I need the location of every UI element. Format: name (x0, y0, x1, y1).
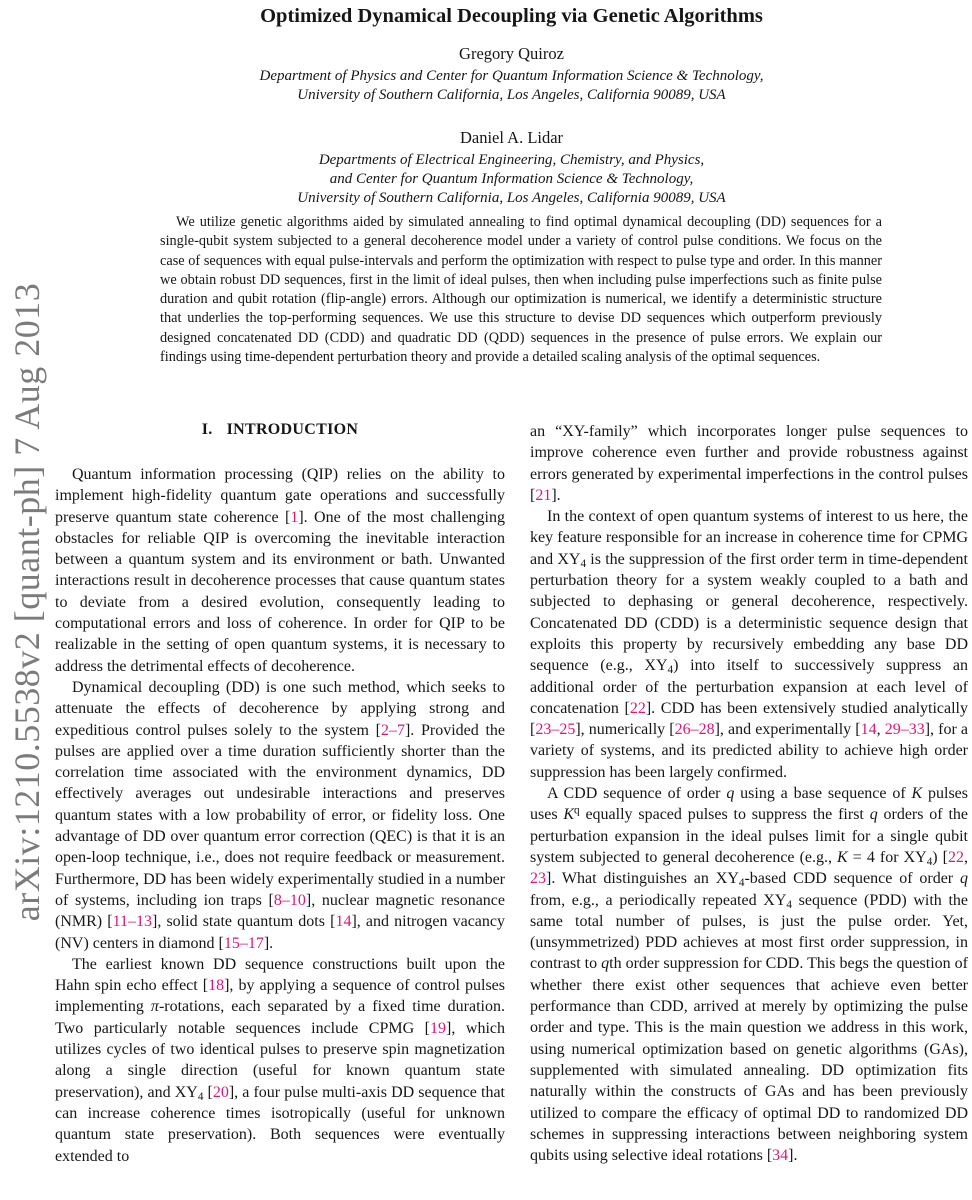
paper-header (55, 0, 968, 208)
paragraph: Quantum information processing (QIP) relies on the ability to implement high-fidelity quantum gate operations and successfully preserve quantum state coherence [1]. One of the most challenging obstacles for reliable QIP is overcoming the inevitable interaction between a quantum system and its environment or bath. Unwanted interactions result in decoherence processes that cause quantum states to deviate from a desired evolution, consequently leading to computational errors and loss of coherence. In order for QIP to be realizable in the setting of open quantum systems, it is necessary to address the detrimental effects of decoherence. (55, 466, 505, 675)
author-affiliation-line: Departments of Electrical Engineering, Chemistry, and Physics, (318, 152, 705, 168)
citation-ref[interactable]: 14 (860, 721, 877, 739)
author-list (55, 44, 968, 208)
author-affiliation-line: University of Southern California, Los Angeles, California 90089, USA (297, 87, 726, 103)
citation-ref[interactable]: 29–33 (884, 721, 925, 739)
citation-ref[interactable]: 22 (629, 699, 646, 717)
author-name: Gregory Quiroz (459, 44, 564, 63)
paper-title: Optimized Dynamical Decoupling via Genetic Algorithms (260, 5, 763, 27)
math-variable: q (869, 806, 878, 824)
math-variable: K (563, 806, 575, 824)
paragraph: In the context of open quantum systems of interest to us here, the key feature responsible for an increase in coherence time for CPMG and $XY_4$ is the suppression of the first order term in time-dependent perturbation theory for a system weakly coupled to a bath and subjected to dephasing or general decoherence, respectively. Concatenated DD (CDD) is a deterministic sequence design that exploits this property by recursively embedding any base DD sequence (e.g., $XY_4$) into itself to successively suppress an additional order of the perturbation expansion at each level of concatenation [22]. CDD has been extensively studied analytically [23–25], numerically [26–28], and experimentally [14, 29–33], for a variety of systems, and its predicted ability to achieve high order suppression has been largely confirmed. (530, 508, 969, 781)
citation-ref[interactable]: 1 (290, 508, 299, 526)
section-number: I. (201, 421, 213, 438)
math-variable: q (601, 955, 610, 973)
arxiv-watermark: arXiv:1210.5538v2 [quant-ph] 7 Aug 2013 (7, 282, 47, 922)
author-affiliation-line: Department of Physics and Center for Quantum Information Science & Technology, (259, 68, 764, 84)
author-affiliation-line: University of Southern California, Los Angeles, California 90089, USA (297, 190, 726, 206)
citation-ref[interactable]: 22 (948, 848, 964, 866)
math-variable: K (911, 785, 923, 803)
citation-ref[interactable]: 18 (208, 977, 225, 995)
paragraph: an “XY-family” which incorporates longer pulse sequences to improve coherence even further and provide robustness against errors generated by experimental imperfections in the control pulses [21]. (530, 423, 968, 504)
right-column-body (530, 421, 968, 1166)
math-variable: q (726, 785, 735, 803)
math-variable: π (150, 998, 159, 1016)
citation-ref[interactable]: 15–17 (223, 934, 264, 952)
citation-ref[interactable]: 8–10 (273, 891, 306, 909)
citation-ref[interactable]: 19 (430, 1019, 447, 1037)
citation-ref[interactable]: 21 (535, 486, 552, 504)
author-block (55, 44, 968, 105)
paragraph: Dynamical decoupling (DD) is one such method, which seeks to attenuate the effects of decoherence by applying strong and expeditious control pulses solely to the system [2–7]. Provided the pulses are applied over a time duration sufficiently shorter than the correlation time associated with the environment dynamics, DD effectively averages out undesirable interactions and preserves quantum states with a low probability of error, or fidelity loss. One advantage of DD over quantum error correction (QEC) is that it is an open-loop technique, i.e., does not require feedback or measurement. Furthermore, DD has been widely experimentally studied in a number of systems, including ion traps [8–10], nuclear magnetic resonance (NMR) [11–13], solid state quantum dots [14], and nitrogen vacancy (NV) centers in diamond [15–17]. (55, 678, 506, 952)
citation-ref[interactable]: 23 (530, 870, 546, 888)
abstract: We utilize genetic algorithms aided by simulated annealing to find optimal dynamical decoupling (DD) sequences for a single-qubit system subjected to a general decoherence model under a variety of control pulse conditions. We focus on the case of sequences with equal pulse-intervals and perform the optimization with respect to pulse type and order. In this manner we obtain robust DD sequences, first in the limit of ideal pulses, then when including pulse imperfections such as finite pulse duration and qubit rotation (flip-angle) errors. Although our optimization is numerical, we identify a deterministic structure that underlies the top-performing sequences. We use this structure to devise DD sequences which outperform previously designed concatenated DD (CDD) and quadratic DD (QDD) sequences in the presence of pulse errors. We explain our findings using time-dependent perturbation theory and provide a detailed scaling analysis of the optimal sequences. (160, 214, 882, 366)
citation-ref[interactable]: 23–25 (535, 721, 576, 739)
author-affiliation-line: and Center for Quantum Information Science & Technology, (329, 171, 694, 187)
section-heading (55, 421, 505, 439)
section-label: INTRODUCTION (226, 421, 359, 438)
citation-ref[interactable]: 34 (772, 1147, 789, 1165)
citation-ref[interactable]: 14 (335, 913, 352, 931)
citation-ref[interactable]: 2–7 (380, 721, 405, 739)
citation-ref[interactable]: 11–13 (112, 913, 152, 931)
left-column (55, 421, 505, 1167)
paragraph: The earliest known DD sequence constructions built upon the Hahn spin echo effect [18], by applying a sequence of control pulses implementing π-rotations, each separated by a fixed time duration. Two particularly notable sequences include CPMG [19], which utilizes cycles of two identical pulses to preserve spin magnetization along a single direction (useful for known quantum state preservation), and $XY_4$ [20], a four pulse multi-axis DD sequence that can increase coherence times isotropically (useful for unknown quantum state preservation). Both sequences were eventually extended to (55, 955, 506, 1165)
author-name: Daniel A. Lidar (459, 128, 564, 147)
author-block (55, 128, 968, 208)
math-variable: K (837, 848, 848, 866)
right-column (530, 421, 968, 1166)
math-variable: q (960, 870, 968, 888)
citation-ref[interactable]: 20 (212, 1083, 229, 1101)
paragraph: A CDD sequence of order q using a base sequence of K pulses uses $K^q$ equally spaced pulses to suppress the first q orders of the perturbation expansion in the ideal pulses limit for a single qubit system subjected to general decoherence (e.g., K = 4 for $XY_4$) [22, 23]. What distinguishes an $XY_4$-based CDD sequence of order q from, e.g., a periodically repeated $XY_4$ sequence (PDD) with the same total number of pulses, is just the pulse order. Yet, (unsymmetrized) PDD achieves at most first order suppression, in contrast to qth order suppression for CDD. This begs the question of whether there exist other sequences that achieve even better performance than CDD, arrived at merely by optimizing the pulse order and type. This is the main question we address in this work, using numerical optimization based on genetic algorithms (GAs), supplemented with simulated annealing. DD optimization fits naturally within the constructs of GAs and has been previously utilized to compare the efficacy of optimal DD to randomized DD schemes in suppressing interactions between neighboring system qubits using selective ideal rotations [34]. (530, 785, 969, 1165)
left-column-body (55, 464, 505, 1167)
citation-ref[interactable]: 26–28 (674, 721, 715, 739)
